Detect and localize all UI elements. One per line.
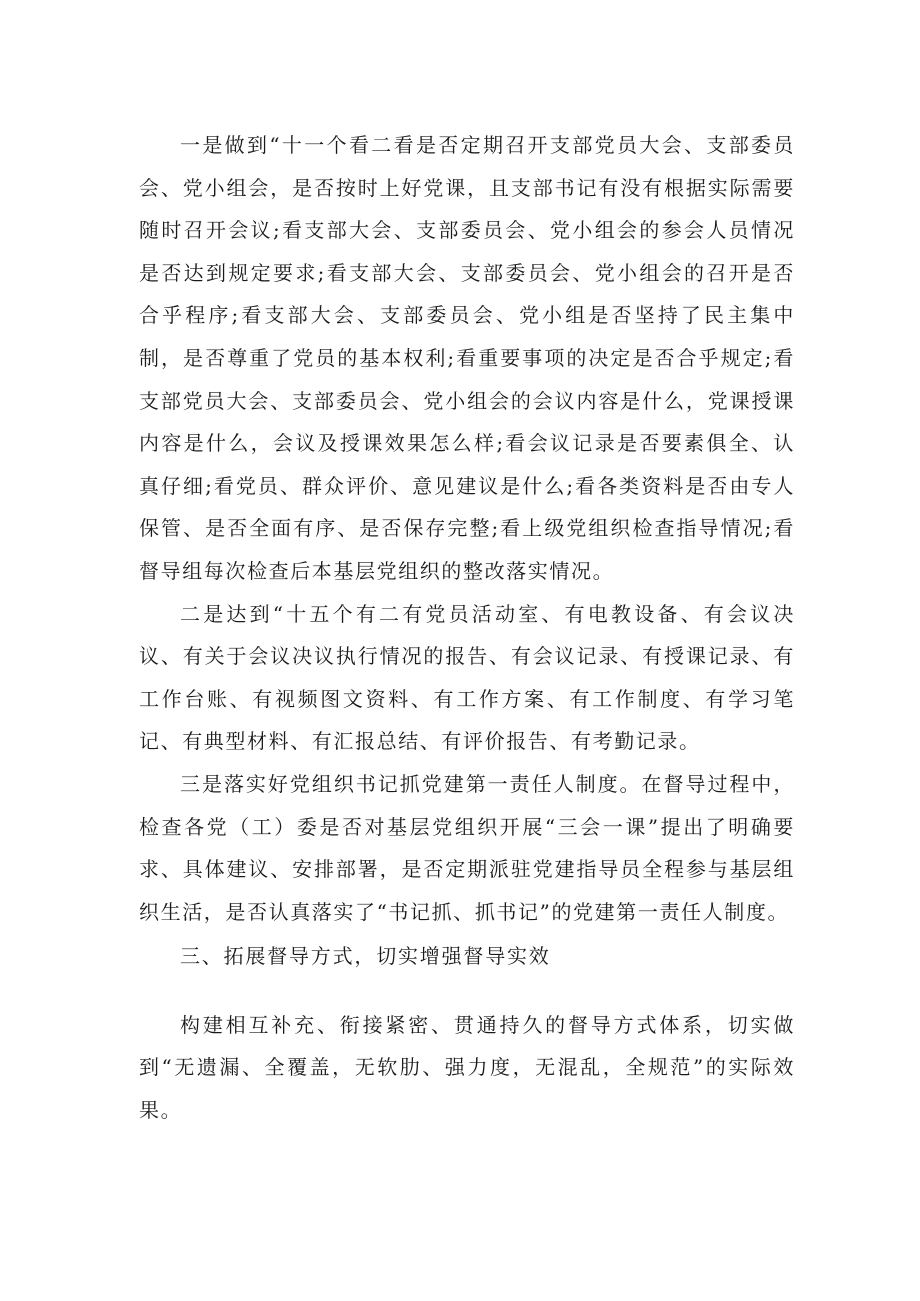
document-body <box>139 124 795 1132</box>
paragraph-2: 二是达到“十五个有二有党员活动室、有电教设备、有会议决议、有关于会议决议执行情况的报告、有会议记录、有授课记录、有工作台账、有视频图文资料、有工作方案、有工作制度、有学习笔记、有典型材料、有汇报总结、有评价报告、有考勤记录。 <box>139 601 795 754</box>
paragraph-3: 三是落实好党组织书记抓党建第一责任人制度。在督导过程中，检查各党（工）委是否对基层党组织开展“三会一课”提出了明确要求、具体建议、安排部署，是否定期派驻党建指导员全程参与基层组织生活，是否认真落实了“书记抓、抓书记”的党建第一责任人制度。 <box>139 771 795 924</box>
paragraph-1: 一是做到“十一个看二看是否定期召开支部党员大会、支部委员会、党小组会，是否按时上好党课，且支部书记有没有根据实际需要随时召开会议;看支部大会、支部委员会、党小组会的参会人员情况是否达到规定要求;看支部大会、支部委员会、党小组会的召开是否合乎程序;看支部大会、支部委员会、党小组是否坚持了民主集中制，是否尊重了党员的基本权利;看重要事项的决定是否合乎规定;看支部党员大会、支部委员会、党小组会的会议内容是什么，党课授课内容是什么，会议及授课效果怎么样;看会议记录是否要素俱全、认真仔细;看党员、群众评价、意见建议是什么;看各类资料是否由专人保管、是否全面有序、是否保存完整;看上级党组织检查指导情况;看督导组每次检查后本基层党组织的整改落实情况。 <box>139 133 795 583</box>
closing-paragraph: 构建相互补充、衔接紧密、贯通持久的督导方式体系，切实做到“无遗漏、全覆盖，无软肋、强力度，无混乱，全规范”的实际效果。 <box>139 1012 795 1123</box>
section-heading: 三、拓展督导方式，切实增强督导实效 <box>180 944 551 969</box>
